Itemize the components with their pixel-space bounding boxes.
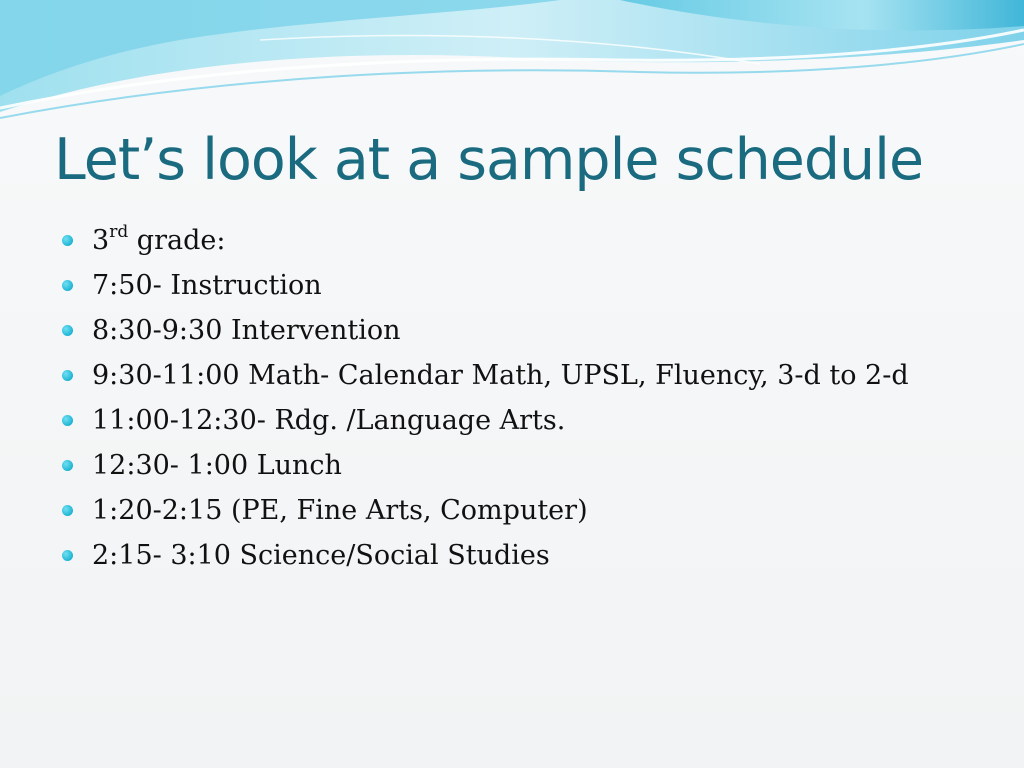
bullet-dot-icon [62, 370, 73, 381]
grade-label [92, 222, 226, 256]
bullet-dot-icon [62, 235, 73, 246]
list-item [62, 443, 909, 488]
list-item-text: 1:20-2:15 (PE, Fine Arts, Computer) [92, 495, 588, 526]
list-item [62, 533, 909, 578]
grade-ordinal: rd [109, 222, 129, 242]
slide-title: Let’s look at a sample schedule [54, 127, 924, 193]
list-item-text: 9:30-11:00 Math- Calendar Math, UPSL, Fluency, 3-d to 2-d [92, 360, 909, 391]
list-item [62, 488, 909, 533]
grade-number: 3 [92, 225, 110, 256]
list-item-text: 7:50- Instruction [92, 270, 322, 301]
bullet-dot-icon [62, 415, 73, 426]
bullet-dot-icon [62, 505, 73, 516]
list-item-text: 12:30- 1:00 Lunch [92, 450, 342, 481]
bullet-dot-icon [62, 550, 73, 561]
bullet-dot-icon [62, 460, 73, 471]
list-item [62, 308, 909, 353]
bullet-dot-icon [62, 325, 73, 336]
schedule-list [62, 218, 909, 578]
grade-suffix: grade: [128, 225, 226, 256]
list-item-grade [62, 218, 909, 263]
bullet-dot-icon [62, 280, 73, 291]
list-item [62, 353, 909, 398]
list-item-text: 2:15- 3:10 Science/Social Studies [92, 540, 550, 571]
list-item-text: 8:30-9:30 Intervention [92, 315, 401, 346]
list-item [62, 398, 909, 443]
wave-banner-icon [0, 0, 1024, 130]
list-item [62, 263, 909, 308]
list-item-text: 11:00-12:30- Rdg. /Language Arts. [92, 405, 566, 436]
